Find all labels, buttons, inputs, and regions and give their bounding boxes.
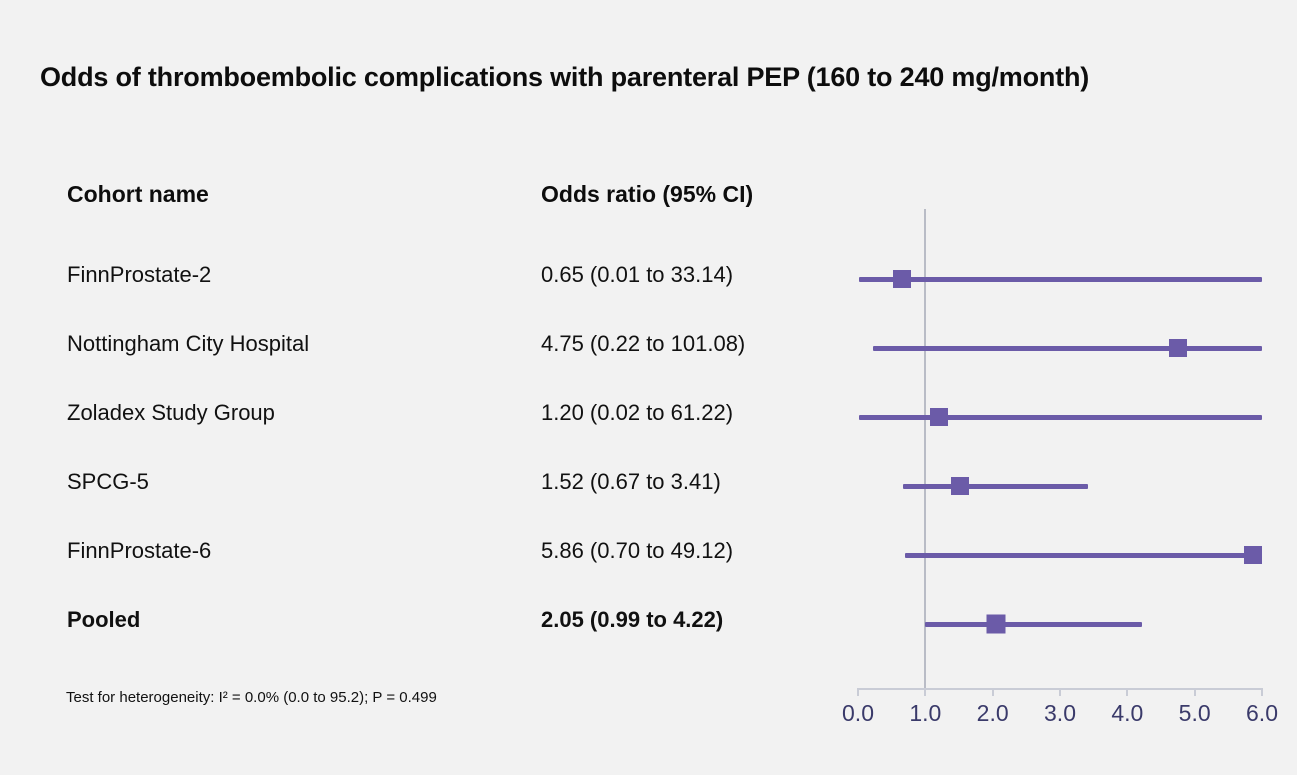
column-header-cohort: Cohort name (67, 181, 209, 207)
page-title: Odds of thromboembolic complications with parenteral PEP (160 to 240 mg/month) (40, 62, 1090, 92)
point-estimate-marker (1244, 546, 1262, 564)
row-value: 1.52 (0.67 to 3.41) (541, 469, 721, 494)
x-axis-tick-label: 1.0 (909, 700, 942, 726)
row-label: SPCG-5 (67, 469, 149, 494)
confidence-interval-line (903, 484, 1087, 489)
column-header-odds-ratio: Odds ratio (95% CI) (541, 181, 754, 207)
x-axis-tick-label: 0.0 (842, 700, 874, 726)
row-label: FinnProstate-6 (67, 538, 212, 563)
row-label: Nottingham City Hospital (67, 331, 310, 356)
point-estimate-marker (1169, 339, 1187, 357)
confidence-interval-line (859, 277, 1262, 282)
x-axis-tick-label: 6.0 (1246, 700, 1278, 726)
confidence-interval-line (859, 415, 1262, 420)
row-value: 1.20 (0.02 to 61.22) (541, 400, 734, 425)
x-axis-tick (1059, 688, 1061, 696)
x-axis-tick (924, 688, 926, 696)
row-value: 5.86 (0.70 to 49.12) (541, 538, 734, 563)
row-value: 4.75 (0.22 to 101.08) (541, 331, 746, 356)
point-estimate-marker (893, 270, 911, 288)
confidence-interval-line (925, 622, 1142, 627)
row-label: Zoladex Study Group (67, 400, 275, 425)
row-value: 0.65 (0.01 to 33.14) (541, 262, 734, 287)
x-axis-tick-label: 5.0 (1178, 700, 1211, 726)
x-axis-tick-label: 2.0 (976, 700, 1009, 726)
x-axis-tick (857, 688, 859, 696)
heterogeneity-note: Test for heterogeneity: I² = 0.0% (0.0 to 95.2); P = 0.499 (66, 689, 437, 706)
pooled-estimate-marker (987, 615, 1006, 634)
plot-inner (836, 195, 1278, 726)
row-value: 2.05 (0.99 to 4.22) (541, 607, 724, 632)
row-label: FinnProstate-2 (67, 262, 212, 287)
x-axis-tick-label: 3.0 (1044, 700, 1076, 726)
confidence-interval-line (905, 553, 1262, 558)
point-estimate-marker (951, 477, 969, 495)
confidence-interval-line (873, 346, 1262, 351)
x-axis-tick (1261, 688, 1263, 696)
row-label: Pooled (67, 607, 141, 632)
point-estimate-marker (930, 408, 948, 426)
x-axis-tick (992, 688, 994, 696)
x-axis-tick-label: 4.0 (1111, 700, 1144, 726)
x-axis-tick (1194, 688, 1196, 696)
x-axis-tick (1126, 688, 1128, 696)
plot-area (836, 195, 1278, 726)
